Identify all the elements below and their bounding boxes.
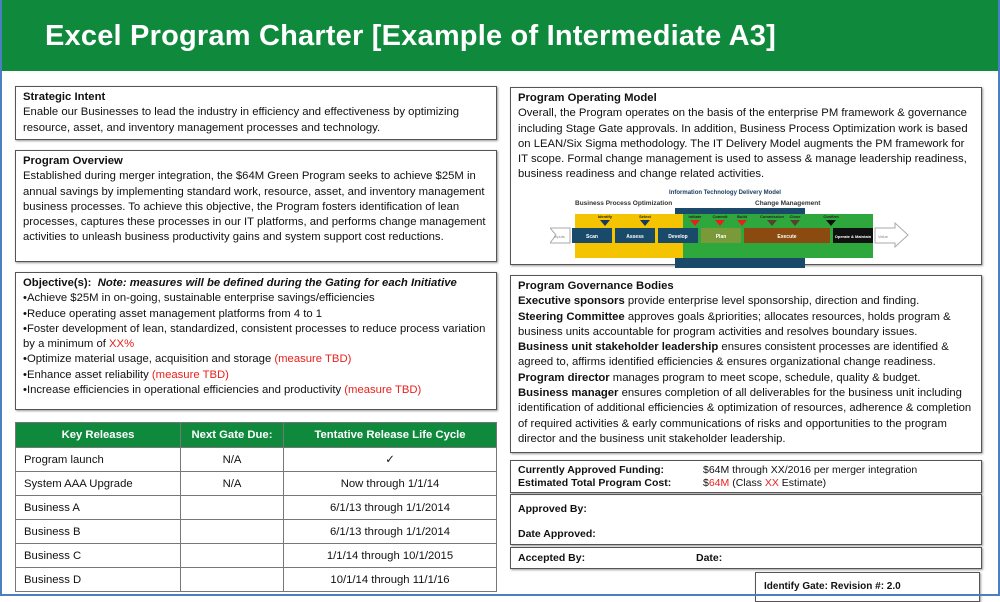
it-delivery-model-diagram [550,188,910,268]
gate-label: Build [737,214,747,219]
accepted-by-label: Accepted By: [518,552,586,564]
heading-label: Objective(s): [23,277,92,289]
gate-label: Select [639,214,651,219]
value-label: Value [878,234,888,239]
section-heading: Strategic Intent [23,91,106,103]
table-cell: Business C [16,544,181,568]
table-cell: Business B [16,520,181,544]
funding-section [510,460,982,493]
strategic-intent-section [15,86,497,140]
objectives-section [15,272,497,410]
objective-item [23,291,489,306]
governance-body: Program director [518,371,610,384]
date-label: Date: [696,552,723,564]
table-cell: Business A [16,496,181,520]
section-text: Established during merger integration, the $64M Green Program seeks to achieve $25M in annual savings by implementing standard work, resource, asset, and inventory management business processes. To achieve this objective, the Program fosters identification of lean processes, captures these processes in our IT platforms, and performs change management activities to unleash business productivity gains and system support cost reductions. [23,170,486,244]
phase-label: Develop [668,234,688,240]
objective-measure: (measure TBD) [151,368,229,381]
gate-label: Close [789,214,801,219]
objective-text: •Enhance asset reliability [23,368,152,381]
table-cell [181,520,284,544]
governance-item [518,371,974,386]
objective-text: •Achieve $25M in on-going, sustainable enterprise savings/efficiencies [23,292,375,305]
cost-label: Estimated Total Program Cost: [518,477,672,489]
table-row [16,568,497,592]
section-heading: Program Governance Bodies [518,280,674,292]
section-text: Overall, the Program operates on the basis of the enterprise PM framework & governance including Stage Gate approvals. In addition, Business Process Optimization work is based on LEAN/Six Sigma methodology. The IT Delivery Model augments the PM framework for IT scope. Formal change management is used to assess & manage leadership readiness, business readiness and change related activities. [518,107,968,181]
phase-label: Operate & Maintain [834,234,872,239]
acceptance-section [510,547,982,569]
table-cell: N/A [181,448,284,472]
objective-item [23,307,489,322]
key-releases-table [15,422,497,592]
objective-text: •Reduce operating asset management platforms from 4 to 1 [23,307,323,320]
objectives-note: Note: measures will be defined during the Gating for each Initiative [97,277,457,289]
table-row [16,544,497,568]
cost-value: Estimate) [778,477,827,489]
table-row [16,448,497,472]
objective-measure: (measure TBD) [344,384,422,397]
date-approved-label: Date Approved: [518,528,596,541]
gate-label: Initiate [688,214,702,219]
cm-label: Change Management [755,200,821,207]
table-cell [181,496,284,520]
table-cell: 1/1/14 through 10/1/2015 [284,544,497,568]
table-cell: Now through 1/1/14 [284,472,497,496]
objective-measure: XX% [109,338,135,351]
gate-label: Confirm [823,214,839,219]
governance-item [518,294,974,309]
program-overview-section [15,150,497,262]
table-cell: 6/1/13 through 1/1/2014 [284,520,497,544]
governance-body: Business unit stakeholder leadership [518,341,719,354]
gate-label: Commit [712,214,728,219]
phase-label: Scan [586,234,598,240]
governance-desc: manages program to meet scope, schedule, quality & budget. [609,371,921,384]
governance-section [510,275,982,453]
table-cell [181,544,284,568]
table-row [16,472,497,496]
bpo-label: Business Process Optimization [575,200,673,207]
cost-value: 64M [708,477,730,489]
diagram-title: Information Technology Delivery Model [669,190,781,196]
table-cell: ✓ [284,448,497,472]
governance-desc: approves goals &priorities; allocates resources, holds program & business units accountable for program activities and resolves boundary issues. [518,310,951,338]
approved-funding-label: Currently Approved Funding: [518,464,665,476]
section-heading: Program Operating Model [518,92,657,104]
governance-body: Steering Committee [518,310,625,323]
governance-desc: provide enterprise level sponsorship, direction and finding. [624,295,920,308]
objective-text: •Optimize material usage, acquisition and storage [23,353,275,366]
objective-text: •Foster development of lean, standardized, consistent processes to reduce process variation by a minimum of [23,322,486,351]
table-cell [181,568,284,592]
objective-item [23,383,489,398]
page-title: Excel Program Charter [Example of Intermediate A3] [0,0,1000,71]
approved-by-label: Approved By: [518,503,587,515]
table-cell: Program launch [16,448,181,472]
table-row [16,520,497,544]
column-header: Tentative Release Life Cycle [284,423,497,448]
cost-value: (Class [729,477,765,489]
approved-funding-value: $64M through XX/2016 per merger integration [703,464,918,476]
governance-item [518,310,974,341]
phase-label: Plan [715,234,727,240]
table-cell: 6/1/13 through 1/1/2014 [284,496,497,520]
governance-desc: ensures completion of all deliverables for the business unit including identification of additional efficiencies & optimization of resources, adherence & completion of required activities & early communications of risks and opportunities to the program director and the business unit stakeholder leadership. [518,387,972,445]
objective-text: •Increase efficiencies in operational efficiencies and productivity [23,384,345,397]
inputs-label: Inputs [554,234,565,239]
revision-label: Identify Gate: Revision #: 2.0 [755,572,980,602]
table-cell: 10/1/14 through 11/1/16 [284,568,497,592]
governance-body: Business manager [518,387,619,400]
cost-value: XX [764,477,779,489]
section-text: Enable our Businesses to lead the industry in efficiency and effectiveness by optimizing resource, asset, and inventory management processes and technology. [23,106,460,134]
cost-value: $ [703,477,709,489]
gate-label: Commission [759,214,785,219]
table-cell: Business D [16,568,181,592]
objective-item [23,322,489,353]
governance-item [518,386,974,447]
column-header: Next Gate Due: [181,423,284,448]
approval-section [510,494,982,545]
objective-measure: (measure TBD) [274,353,352,366]
governance-desc: ensures consistent processes are identified & agreed to, affirms identified efficiencies & ensures organizational change readiness. [518,341,949,369]
phase-label: Execute [777,234,797,240]
section-heading: Program Overview [23,155,123,167]
governance-item [518,340,974,371]
column-header: Key Releases [16,423,181,448]
gate-label: Identify [597,214,613,219]
objective-item [23,352,489,367]
objectives-heading [23,276,489,291]
phase-label: Assess [626,234,644,240]
table-row [16,496,497,520]
table-cell: System AAA Upgrade [16,472,181,496]
table-cell: N/A [181,472,284,496]
objective-item [23,368,489,383]
governance-body: Executive sponsors [518,295,625,308]
